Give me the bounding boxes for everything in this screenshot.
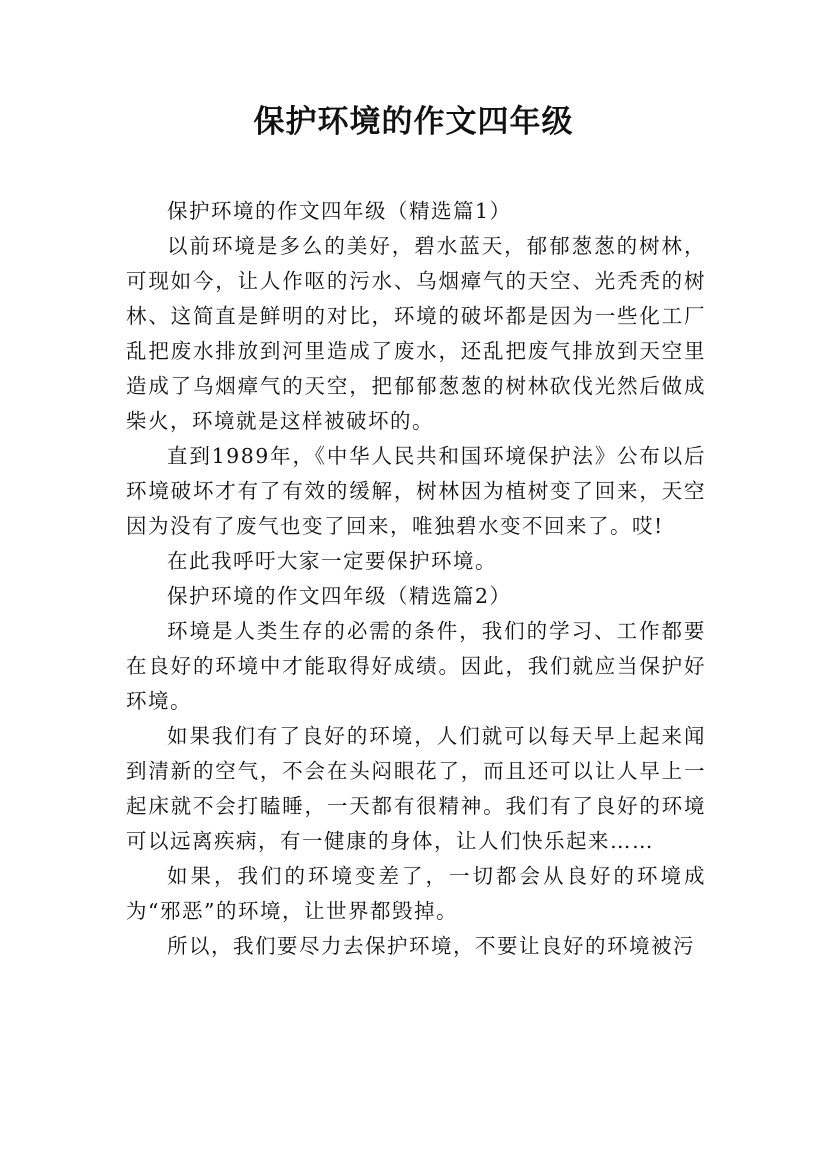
paragraph-5: 如果我们有了良好的环境，人们就可以每天早上起来闻到清新的空气，不会在头闷眼花了，而且还可以让人早上一起床就不会打瞌睡，一天都有很精神。我们有了良好的环境可以远离疾病，有一健康的身体，让人们快乐起来…… (126, 724, 706, 853)
section-heading-1: 保护环境的作文四年级（精选篇1） (167, 199, 512, 223)
paragraph-7: 所以，我们要尽力去保护环境，不要让良好的环境被污 (167, 934, 695, 958)
paragraph-4: 环境是人类生存的必需的条件，我们的学习、工作都要在良好的环境中才能取得好成绩。因此，我们就应当保护好环境。 (126, 619, 706, 713)
paragraph-6: 如果，我们的环境变差了，一切都会从良好的环境成为“邪恶”的环境，让世界都毁掉。 (126, 864, 706, 923)
section-heading-2: 保护环境的作文四年级（精选篇2） (167, 584, 512, 608)
paragraph-1: 以前环境是多么的美好，碧水蓝天，郁郁葱葱的树林，可现如今，让人作呕的污水、乌烟瘴气的天空、光秃秃的树林、这简直是鲜明的对比，环境的破坏都是因为一些化工厂乱把废水排放到河里造成了废水，还乱把废气排放到天空里造成了乌烟瘴气的天空，把郁郁葱葱的树林砍伐光然后做成柴火，环境就是这样被破坏的。 (126, 234, 706, 433)
paragraph-3: 在此我呼吁大家一定要保护环境。 (167, 549, 497, 573)
document-title: 保护环境的作文四年级 (253, 104, 574, 140)
document-body (126, 194, 706, 964)
paragraph-2: 直到1989年，《中华人民共和国环境保护法》公布以后环境破坏才有了有效的缓解，树林因为植树变了回来，天空因为没有了废气也变了回来，唯独碧水变不回来了。哎! (126, 444, 706, 538)
